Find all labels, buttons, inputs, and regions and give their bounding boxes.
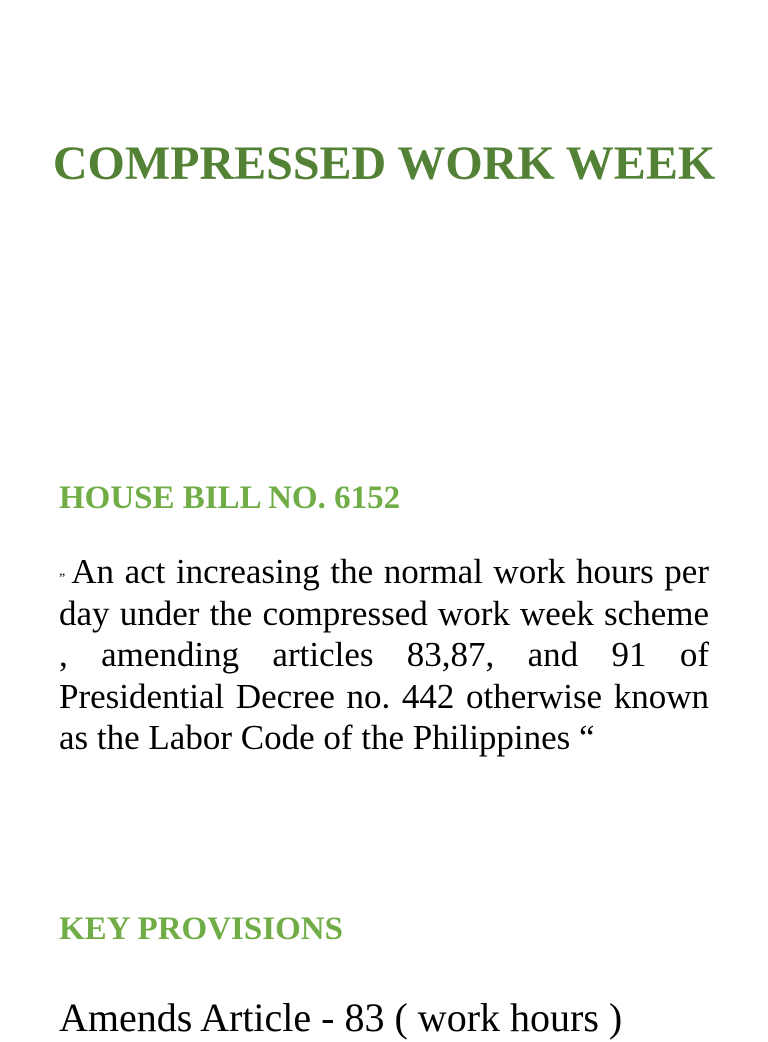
- bill-description: [59, 551, 709, 759]
- key-provisions-heading: KEY PROVISIONS: [59, 911, 343, 947]
- bill-description-text: An act increasing the normal work hours per day under the compressed work week scheme , amending articles 83,87, and 91 of Presidential Decree no. 442 otherwise known as the Labor Code of the Philippines “: [59, 552, 709, 757]
- provision-item: Amends Article - 83 ( work hours ): [59, 995, 623, 1040]
- opening-quote-mark: „: [59, 564, 66, 579]
- document-title: COMPRESSED WORK WEEK: [52, 137, 716, 190]
- house-bill-heading: HOUSE BILL NO. 6152: [59, 480, 401, 516]
